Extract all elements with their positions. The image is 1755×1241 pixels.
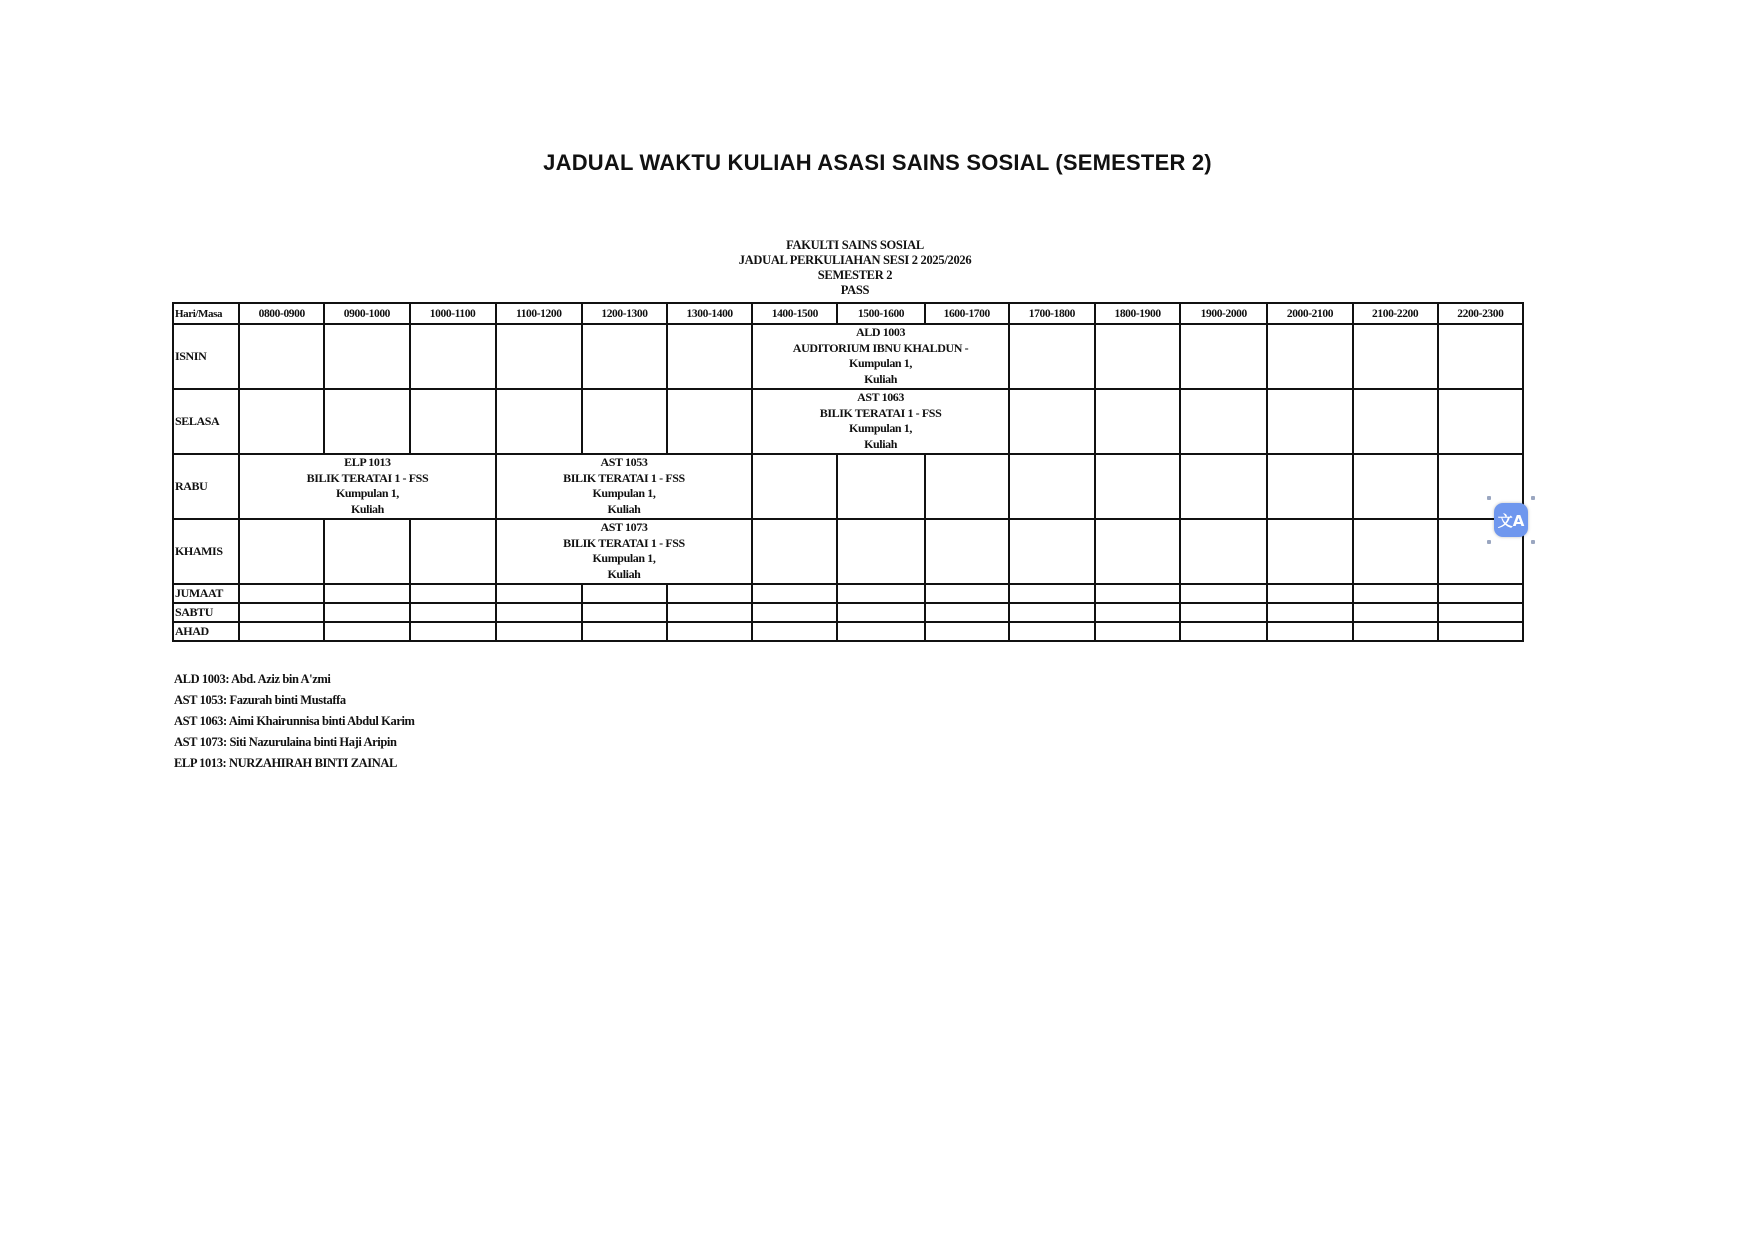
course-venue: BILIK TERATAI 1 - FSS bbox=[819, 405, 942, 420]
empty-cell bbox=[496, 622, 582, 641]
empty-cell bbox=[1009, 603, 1095, 622]
empty-cell bbox=[410, 584, 496, 603]
empty-cell bbox=[324, 389, 409, 454]
empty-cell bbox=[752, 519, 837, 584]
empty-cell bbox=[667, 584, 752, 603]
empty-cell bbox=[837, 454, 924, 519]
course-code: ELP 1013 bbox=[344, 455, 391, 469]
empty-cell bbox=[582, 324, 667, 389]
day-label: AHAD bbox=[173, 622, 239, 641]
empty-cell bbox=[410, 519, 496, 584]
selection-handle bbox=[1531, 496, 1535, 500]
empty-cell bbox=[239, 519, 324, 584]
empty-cell bbox=[324, 584, 409, 603]
empty-cell bbox=[1438, 584, 1523, 603]
empty-cell bbox=[1095, 454, 1180, 519]
footnote-line: ALD 1003: Abd. Aziz bin A'zmi bbox=[174, 672, 331, 686]
time-header: 1700-1800 bbox=[1009, 303, 1095, 324]
empty-cell bbox=[239, 603, 324, 622]
empty-cell bbox=[496, 584, 582, 603]
table-row bbox=[173, 519, 1523, 584]
empty-cell bbox=[239, 389, 324, 454]
day-label: JUMAAT bbox=[173, 584, 239, 603]
empty-cell bbox=[324, 324, 409, 389]
course-type: Kuliah bbox=[864, 436, 898, 451]
empty-cell bbox=[1438, 324, 1523, 389]
day-label: SABTU bbox=[173, 603, 239, 622]
empty-cell bbox=[324, 622, 409, 641]
empty-cell bbox=[925, 584, 1009, 603]
course-group: Kumpulan 1, bbox=[592, 551, 656, 565]
empty-cell bbox=[1353, 622, 1438, 641]
footnote-line: AST 1053: Fazurah binti Mustaffa bbox=[174, 693, 346, 707]
session-name: JADUAL PERKULIAHAN SESI 2 2025/2026 bbox=[738, 253, 972, 267]
time-header: 1300-1400 bbox=[667, 303, 752, 324]
empty-cell bbox=[1353, 519, 1438, 584]
empty-cell bbox=[1353, 389, 1438, 454]
time-header: 2100-2200 bbox=[1353, 303, 1438, 324]
empty-cell bbox=[837, 584, 924, 603]
empty-cell bbox=[1180, 454, 1267, 519]
footnote-line: AST 1063: Aimi Khairunnisa binti Abdul Karim bbox=[174, 714, 415, 728]
empty-cell bbox=[1267, 584, 1352, 603]
course-cell-elp1013 bbox=[239, 454, 496, 519]
empty-cell bbox=[324, 519, 409, 584]
course-venue: BILIK TERATAI 1 - FSS bbox=[306, 470, 429, 485]
empty-cell bbox=[1180, 584, 1267, 603]
empty-cell bbox=[752, 454, 837, 519]
time-header: 1600-1700 bbox=[925, 303, 1009, 324]
time-header: 2000-2100 bbox=[1267, 303, 1352, 324]
empty-cell bbox=[239, 324, 324, 389]
course-code: AST 1053 bbox=[600, 455, 648, 469]
program-name: PASS bbox=[840, 283, 870, 297]
empty-cell bbox=[324, 603, 409, 622]
empty-cell bbox=[1267, 454, 1352, 519]
time-header: 0800-0900 bbox=[239, 303, 324, 324]
table-row bbox=[173, 389, 1523, 454]
course-type: Kuliah bbox=[607, 566, 641, 581]
course-code: AST 1063 bbox=[857, 390, 904, 404]
empty-cell bbox=[1438, 389, 1523, 454]
course-group: Kumpulan 1, bbox=[849, 356, 913, 370]
empty-cell bbox=[496, 603, 582, 622]
course-code: AST 1073 bbox=[600, 520, 648, 534]
course-group: Kumpulan 1, bbox=[849, 421, 913, 435]
empty-cell bbox=[410, 389, 496, 454]
course-group: Kumpulan 1, bbox=[592, 486, 656, 500]
empty-cell bbox=[1267, 389, 1352, 454]
empty-cell bbox=[582, 584, 667, 603]
course-code: ALD 1003 bbox=[855, 325, 906, 339]
empty-cell bbox=[1009, 389, 1095, 454]
course-group: Kumpulan 1, bbox=[335, 486, 399, 500]
day-label: ISNIN bbox=[173, 324, 239, 389]
empty-cell bbox=[925, 519, 1009, 584]
time-header: 1900-2000 bbox=[1180, 303, 1267, 324]
empty-cell bbox=[1180, 324, 1267, 389]
course-cell-ast1053 bbox=[496, 454, 753, 519]
empty-cell bbox=[1180, 622, 1267, 641]
empty-cell bbox=[752, 603, 837, 622]
empty-cell bbox=[1009, 324, 1095, 389]
empty-cell bbox=[837, 519, 924, 584]
time-header: 1200-1300 bbox=[582, 303, 667, 324]
document-subheader bbox=[0, 238, 1710, 298]
empty-cell bbox=[582, 603, 667, 622]
header-row bbox=[173, 303, 1523, 324]
table-row bbox=[173, 454, 1523, 519]
course-type: Kuliah bbox=[607, 501, 641, 516]
empty-cell bbox=[1095, 622, 1180, 641]
empty-cell bbox=[667, 603, 752, 622]
empty-cell bbox=[1267, 324, 1352, 389]
table-row bbox=[173, 622, 1523, 641]
time-header: 1800-1900 bbox=[1095, 303, 1180, 324]
course-type: Kuliah bbox=[864, 371, 898, 386]
day-label: KHAMIS bbox=[173, 519, 239, 584]
empty-cell bbox=[1267, 519, 1352, 584]
corner-header: Hari/Masa bbox=[173, 303, 239, 324]
empty-cell bbox=[667, 389, 752, 454]
empty-cell bbox=[925, 454, 1009, 519]
course-type: Kuliah bbox=[350, 501, 384, 516]
empty-cell bbox=[667, 622, 752, 641]
empty-cell bbox=[1095, 603, 1180, 622]
empty-cell bbox=[496, 389, 582, 454]
empty-cell bbox=[1267, 603, 1352, 622]
day-label: SELASA bbox=[173, 389, 239, 454]
empty-cell bbox=[1353, 324, 1438, 389]
empty-cell bbox=[410, 324, 496, 389]
course-cell-ast1073 bbox=[496, 519, 753, 584]
empty-cell bbox=[1009, 519, 1095, 584]
empty-cell bbox=[1267, 622, 1352, 641]
empty-cell bbox=[667, 324, 752, 389]
time-header: 1000-1100 bbox=[410, 303, 496, 324]
course-cell-ald1003 bbox=[752, 324, 1009, 389]
footnote-line: AST 1073: Siti Nazurulaina binti Haji Aripin bbox=[174, 735, 397, 749]
empty-cell bbox=[752, 584, 837, 603]
selection-handle bbox=[1487, 540, 1491, 544]
course-cell-ast1063 bbox=[752, 389, 1009, 454]
day-label: RABU bbox=[173, 454, 239, 519]
selection-handle bbox=[1531, 540, 1535, 544]
empty-cell bbox=[1095, 389, 1180, 454]
time-header: 1400-1500 bbox=[752, 303, 837, 324]
course-venue: BILIK TERATAI 1 - FSS bbox=[563, 535, 685, 550]
course-venue: BILIK TERATAI 1 - FSS bbox=[563, 470, 685, 485]
empty-cell bbox=[1353, 584, 1438, 603]
empty-cell bbox=[1009, 584, 1095, 603]
empty-cell bbox=[837, 622, 924, 641]
empty-cell bbox=[925, 603, 1009, 622]
table-row bbox=[173, 584, 1523, 603]
time-header: 1100-1200 bbox=[496, 303, 582, 324]
table-row bbox=[173, 603, 1523, 622]
lecturer-footnotes bbox=[174, 669, 415, 774]
empty-cell bbox=[496, 324, 582, 389]
empty-cell bbox=[1095, 584, 1180, 603]
selection-handle bbox=[1487, 496, 1491, 500]
empty-cell bbox=[752, 622, 837, 641]
empty-cell bbox=[1095, 324, 1180, 389]
empty-cell bbox=[239, 622, 324, 641]
empty-cell bbox=[925, 622, 1009, 641]
empty-cell bbox=[1438, 603, 1523, 622]
time-header: 0900-1000 bbox=[324, 303, 409, 324]
empty-cell bbox=[1095, 519, 1180, 584]
empty-cell bbox=[1180, 519, 1267, 584]
empty-cell bbox=[410, 622, 496, 641]
empty-cell bbox=[837, 603, 924, 622]
semester-name: SEMESTER 2 bbox=[817, 268, 893, 282]
empty-cell bbox=[410, 603, 496, 622]
empty-cell bbox=[239, 584, 324, 603]
empty-cell bbox=[1180, 603, 1267, 622]
translate-icon[interactable]: 文A bbox=[1494, 503, 1528, 537]
empty-cell bbox=[582, 622, 667, 641]
faculty-name: FAKULTI SAINS SOSIAL bbox=[786, 238, 924, 252]
table-row bbox=[173, 324, 1523, 389]
empty-cell bbox=[582, 389, 667, 454]
empty-cell bbox=[1438, 622, 1523, 641]
course-venue: AUDITORIUM IBNU KHALDUN - bbox=[792, 340, 969, 355]
footnote-line: ELP 1013: NURZAHIRAH BINTI ZAINAL bbox=[174, 756, 397, 770]
empty-cell bbox=[1009, 454, 1095, 519]
time-header: 1500-1600 bbox=[837, 303, 924, 324]
empty-cell bbox=[1353, 454, 1438, 519]
page-title: JADUAL WAKTU KULIAH ASASI SAINS SOSIAL (SEMESTER 2) bbox=[543, 150, 1212, 175]
timetable bbox=[172, 302, 1524, 642]
empty-cell bbox=[1009, 622, 1095, 641]
empty-cell bbox=[1353, 603, 1438, 622]
empty-cell bbox=[1180, 389, 1267, 454]
time-header: 2200-2300 bbox=[1438, 303, 1523, 324]
